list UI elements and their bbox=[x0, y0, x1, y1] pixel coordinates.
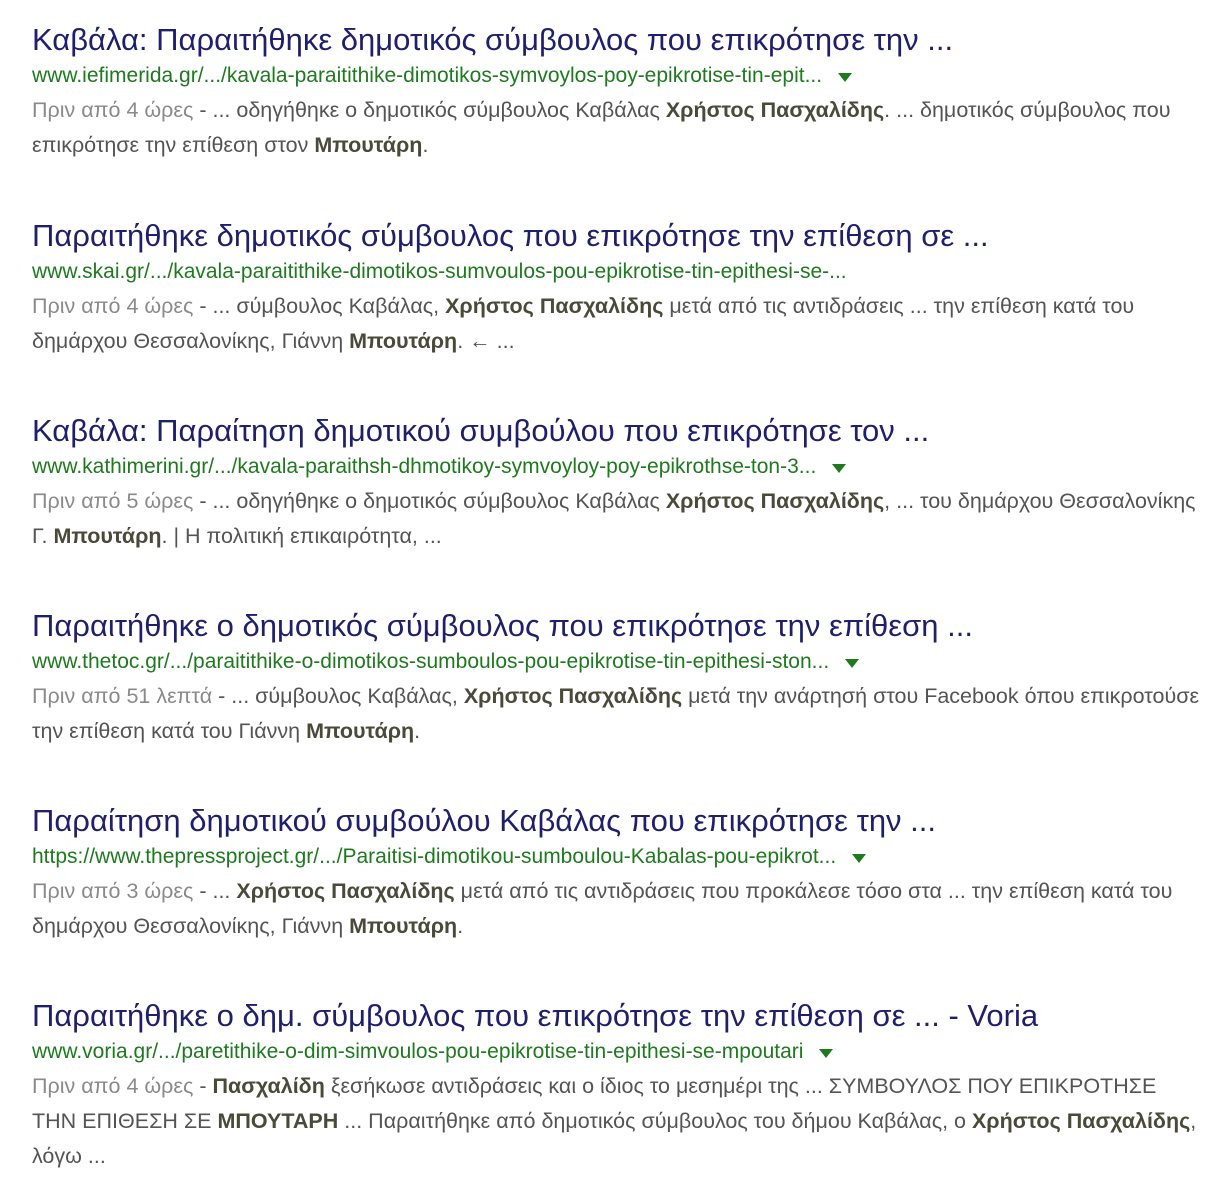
snippet-highlight: Χρήστος Πασχαλίδης bbox=[445, 294, 664, 318]
snippet-text: . bbox=[414, 719, 421, 743]
snippet-text: . | Η πολιτική επικαιρότητα, ... bbox=[161, 524, 442, 548]
result-url-row bbox=[32, 1037, 1202, 1067]
result-title-link[interactable]: Καβάλα: Παραίτηση δημοτικού συμβούλου που επικρότησε τον ... bbox=[32, 413, 930, 448]
snippet-highlight: ΜΠΟΥΤΑΡΗ bbox=[217, 1109, 339, 1133]
caret-down-icon[interactable] bbox=[819, 1049, 833, 1058]
snippet-text: . ← ... bbox=[457, 329, 515, 353]
snippet-text: , λόγω ... bbox=[32, 1109, 1197, 1168]
snippet-highlight: Μπουτάρη bbox=[349, 914, 458, 938]
snippet-highlight: Μπουτάρη bbox=[349, 329, 458, 353]
snippet-text: - ... bbox=[199, 879, 237, 903]
result-snippet bbox=[32, 874, 1202, 944]
snippet-highlight: Μπουτάρη bbox=[314, 133, 423, 157]
snippet-highlight: Πασχαλίδη bbox=[212, 1074, 325, 1098]
result-snippet bbox=[32, 1069, 1202, 1174]
snippet-text: . bbox=[422, 133, 429, 157]
result-url[interactable]: www.iefimerida.gr/.../kavala-paraitithike-dimotikos-symvoylos-poy-epikrotise-tin-epit... bbox=[32, 64, 823, 87]
search-result bbox=[32, 20, 1202, 163]
search-result bbox=[32, 801, 1202, 944]
snippet-text: μετά την ανάρτησή στου Facebook όπου επικροτούσε την επίθεση κατά του Γιάννη bbox=[32, 684, 1200, 743]
result-snippet bbox=[32, 679, 1202, 749]
result-title-link[interactable]: Παραίτηση δημοτικού συμβούλου Καβάλας που επικρότησε την ... bbox=[32, 803, 937, 838]
result-date: Πριν από 3 ώρες bbox=[32, 879, 194, 903]
snippet-text: - ... σύμβουλος Καβάλας, bbox=[199, 294, 446, 318]
search-result bbox=[32, 216, 1202, 359]
result-snippet bbox=[32, 484, 1202, 554]
result-title-link[interactable]: Παραιτήθηκε ο δημ. σύμβουλος που επικρότησε την επίθεση σε ... - Voria bbox=[32, 998, 1039, 1033]
snippet-text: ξεσήκωσε αντιδράσεις και ο ίδιος το μεσημέρι της ... ΣΥΜΒΟΥΛΟΣ ΠΟΥ ΕΠΙΚΡΟΤΗΣΕ ΤΗΝ ΕΠΙΘΕΣΗ ΣΕ bbox=[32, 1074, 1157, 1133]
result-url-row bbox=[32, 257, 1202, 287]
search-result bbox=[32, 411, 1202, 554]
result-snippet bbox=[32, 289, 1202, 359]
result-url-row bbox=[32, 61, 1202, 91]
snippet-text: ... Παραιτήθηκε από δημοτικός σύμβουλος του δήμου Καβάλας, ο bbox=[338, 1109, 972, 1133]
snippet-text: - bbox=[199, 1074, 213, 1098]
snippet-highlight: Μπουτάρη bbox=[53, 524, 162, 548]
snippet-text: - ... σύμβουλος Καβάλας, bbox=[218, 684, 464, 708]
result-title-link[interactable]: Παραιτήθηκε δημοτικός σύμβουλος που επικρότησε την επίθεση σε ... bbox=[32, 218, 989, 253]
result-date: Πριν από 5 ώρες bbox=[32, 489, 194, 513]
search-result bbox=[32, 996, 1202, 1174]
result-date: Πριν από 4 ώρες bbox=[32, 294, 194, 318]
snippet-highlight: Χρήστος Πασχαλίδης bbox=[236, 879, 455, 903]
result-url[interactable]: www.kathimerini.gr/.../kavala-paraithsh-dhmotikoy-symvoyloy-poy-epikrothse-ton-3... bbox=[32, 455, 817, 478]
result-url[interactable]: www.thetoc.gr/.../paraitithike-o-dimotikos-sumboulos-pou-epikrotise-tin-epithesi-ston... bbox=[32, 650, 830, 673]
result-date: Πριν από 51 λεπτά bbox=[32, 684, 213, 708]
result-url-row bbox=[32, 452, 1202, 482]
result-title-link[interactable]: Καβάλα: Παραιτήθηκε δημοτικός σύμβουλος που επικρότησε την ... bbox=[32, 22, 954, 57]
result-date: Πριν από 4 ώρες bbox=[32, 98, 194, 122]
snippet-highlight: Χρήστος Πασχαλίδης bbox=[971, 1109, 1191, 1133]
caret-down-icon[interactable] bbox=[832, 464, 846, 473]
result-snippet bbox=[32, 93, 1202, 163]
snippet-text: - ... οδηγήθηκε ο δημοτικός σύμβουλος Καβάλας bbox=[199, 489, 666, 513]
result-url[interactable]: https://www.thepressproject.gr/.../Paraitisi-dimotikou-sumboulou-Kabalas-pou-epikrot... bbox=[32, 845, 837, 868]
snippet-text: - ... οδηγήθηκε ο δημοτικός σύμβουλος Καβάλας bbox=[199, 98, 666, 122]
search-result bbox=[32, 606, 1202, 749]
snippet-text: . ... δημοτικός σύμβουλος που επικρότησε την επίθεση στον bbox=[32, 98, 1171, 157]
result-url[interactable]: www.voria.gr/.../paretithike-o-dim-simvoulos-pou-epikrotise-tin-epithesi-se-mpoutari bbox=[32, 1040, 804, 1063]
snippet-highlight: Μπουτάρη bbox=[306, 719, 415, 743]
snippet-text: μετά από τις αντιδράσεις που προκάλεσε τόσο στα ... την επίθεση κατά του δημάρχου Θεσσαλονίκης, Γιάννη bbox=[32, 879, 1173, 938]
result-title-link[interactable]: Παραιτήθηκε ο δημοτικός σύμβουλος που επικρότησε την επίθεση ... bbox=[32, 608, 973, 643]
caret-down-icon[interactable] bbox=[852, 854, 866, 863]
result-url[interactable]: www.skai.gr/.../kavala-paraitithike-dimotikos-sumvoulos-pou-epikrotise-tin-epithesi-se-... bbox=[32, 260, 847, 283]
snippet-text: , ... του δημάρχου Θεσσαλονίκης Γ. bbox=[32, 489, 1196, 548]
snippet-text: . bbox=[457, 914, 464, 938]
snippet-highlight: Χρήστος Πασχαλίδης bbox=[665, 98, 885, 122]
result-date: Πριν από 4 ώρες bbox=[32, 1074, 194, 1098]
caret-down-icon[interactable] bbox=[845, 659, 859, 668]
snippet-highlight: Χρήστος Πασχαλίδης bbox=[665, 489, 885, 513]
result-url-row bbox=[32, 647, 1202, 677]
snippet-text: μετά από τις αντιδράσεις ... την επίθεση κατά του δημάρχου Θεσσαλονίκης, Γιάννη bbox=[32, 294, 1135, 353]
caret-down-icon[interactable] bbox=[838, 73, 852, 82]
result-url-row bbox=[32, 842, 1202, 872]
snippet-highlight: Χρήστος Πασχαλίδης bbox=[463, 684, 683, 708]
